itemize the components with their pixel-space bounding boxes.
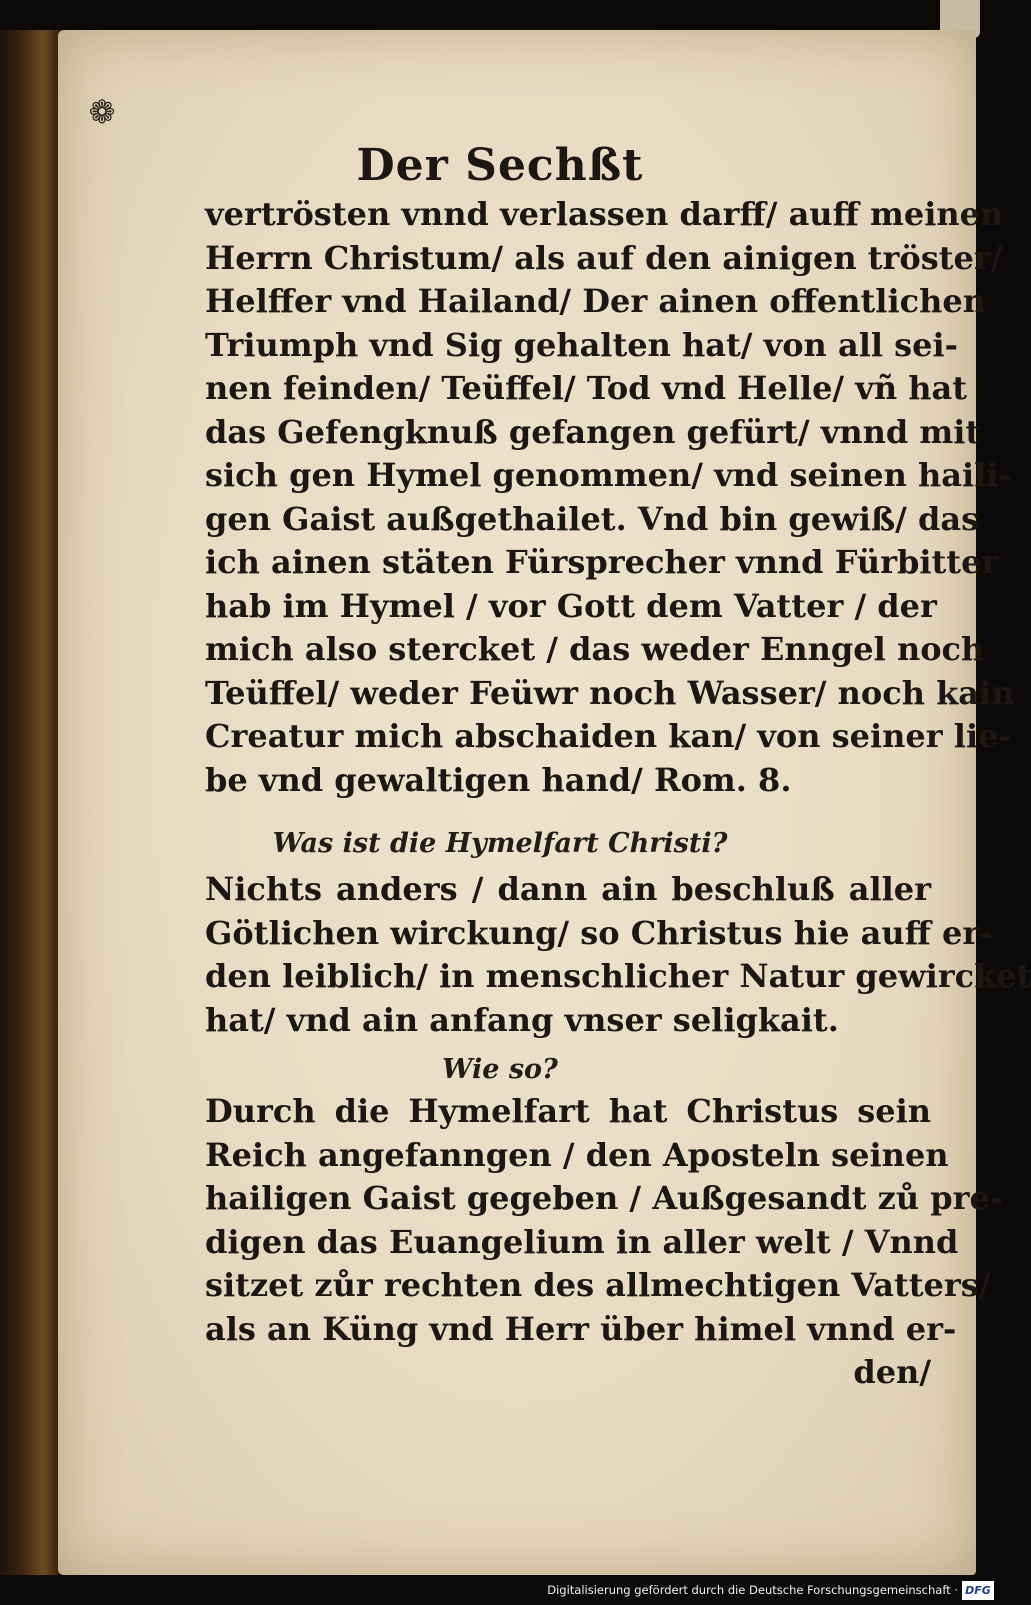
running-header: Der Sechßt bbox=[356, 140, 644, 191]
question-heading-1: Was ist die Hymelfart Christi? bbox=[272, 828, 728, 859]
paragraph-3 bbox=[205, 1090, 1004, 1395]
question-heading-2: Wie so? bbox=[442, 1054, 558, 1085]
text-line: Durch die Hymelfart hat Christus sein bbox=[205, 1092, 931, 1130]
text-line: mich also stercket / das weder Enngel noch bbox=[205, 630, 985, 668]
text-line: das Gefengknuß gefangen gefürt/ vnnd mit bbox=[205, 412, 981, 451]
text-line: Nichts anders / dann ain beschluß aller bbox=[205, 870, 931, 908]
dfg-logo: DFG bbox=[962, 1581, 994, 1600]
text-line: hailigen Gaist gegeben / Außgesandt zů pre- bbox=[205, 1179, 1004, 1217]
text-line: den leiblich/ in menschlicher Natur gewircket bbox=[205, 957, 1031, 995]
text-line: Reich angefanngen / den Aposteln seinen bbox=[205, 1135, 949, 1174]
text-line: vertrösten vnnd verlassen darff/ auff meinen bbox=[205, 195, 1004, 233]
funding-notice: Digitalisierung gefördert durch die Deutsche Forschungsgemeinschaft · bbox=[547, 1583, 958, 1597]
text-line: digen das Euangelium in aller welt / Vnnd bbox=[205, 1222, 959, 1261]
text-line: gen Gaist außgethailet. Vnd bin gewiß/ das bbox=[205, 499, 980, 538]
text-line: Triumph vnd Sig gehalten hat/ von all sei- bbox=[205, 325, 958, 364]
text-line: sich gen Hymel genommen/ vnd seinen haili- bbox=[205, 456, 1012, 494]
text-line: Creatur mich abschaiden kan/ von seiner lie- bbox=[205, 717, 1012, 755]
paragraph-1 bbox=[205, 193, 1015, 802]
text-line: als an Küng vnd Herr über himel vnnd er- bbox=[205, 1309, 957, 1348]
text-line: Herrn Christum/ als auf den ainigen tröster/ bbox=[205, 238, 1003, 277]
text-line: Helffer vnd Hailand/ Der ainen offentlichen bbox=[205, 282, 986, 320]
text-line: hat/ vnd ain anfang vnser seligkait. bbox=[205, 1000, 839, 1039]
book-binding bbox=[0, 30, 62, 1575]
text-line: nen feinden/ Teüffel/ Tod vnd Helle/ vñ hat bbox=[205, 369, 968, 407]
text-line: Teüffel/ weder Feüwr noch Wasser/ noch kain bbox=[205, 673, 1015, 712]
text-line: be vnd gewaltigen hand/ Rom. 8. bbox=[205, 760, 792, 799]
text-line: sitzet zůr rechten des allmechtigen Vatters/ bbox=[205, 1266, 991, 1304]
text-line: ich ainen stäten Fürsprecher vnnd Fürbitter bbox=[205, 543, 999, 581]
catchword: den/ bbox=[853, 1353, 931, 1391]
text-line: hab im Hymel / vor Gott dem Vatter / der bbox=[205, 586, 937, 625]
paragraph-2 bbox=[205, 868, 1031, 1042]
ornament-icon: ❁ bbox=[88, 93, 116, 131]
text-line: Götlichen wirckung/ so Christus hie auff er- bbox=[205, 913, 993, 952]
